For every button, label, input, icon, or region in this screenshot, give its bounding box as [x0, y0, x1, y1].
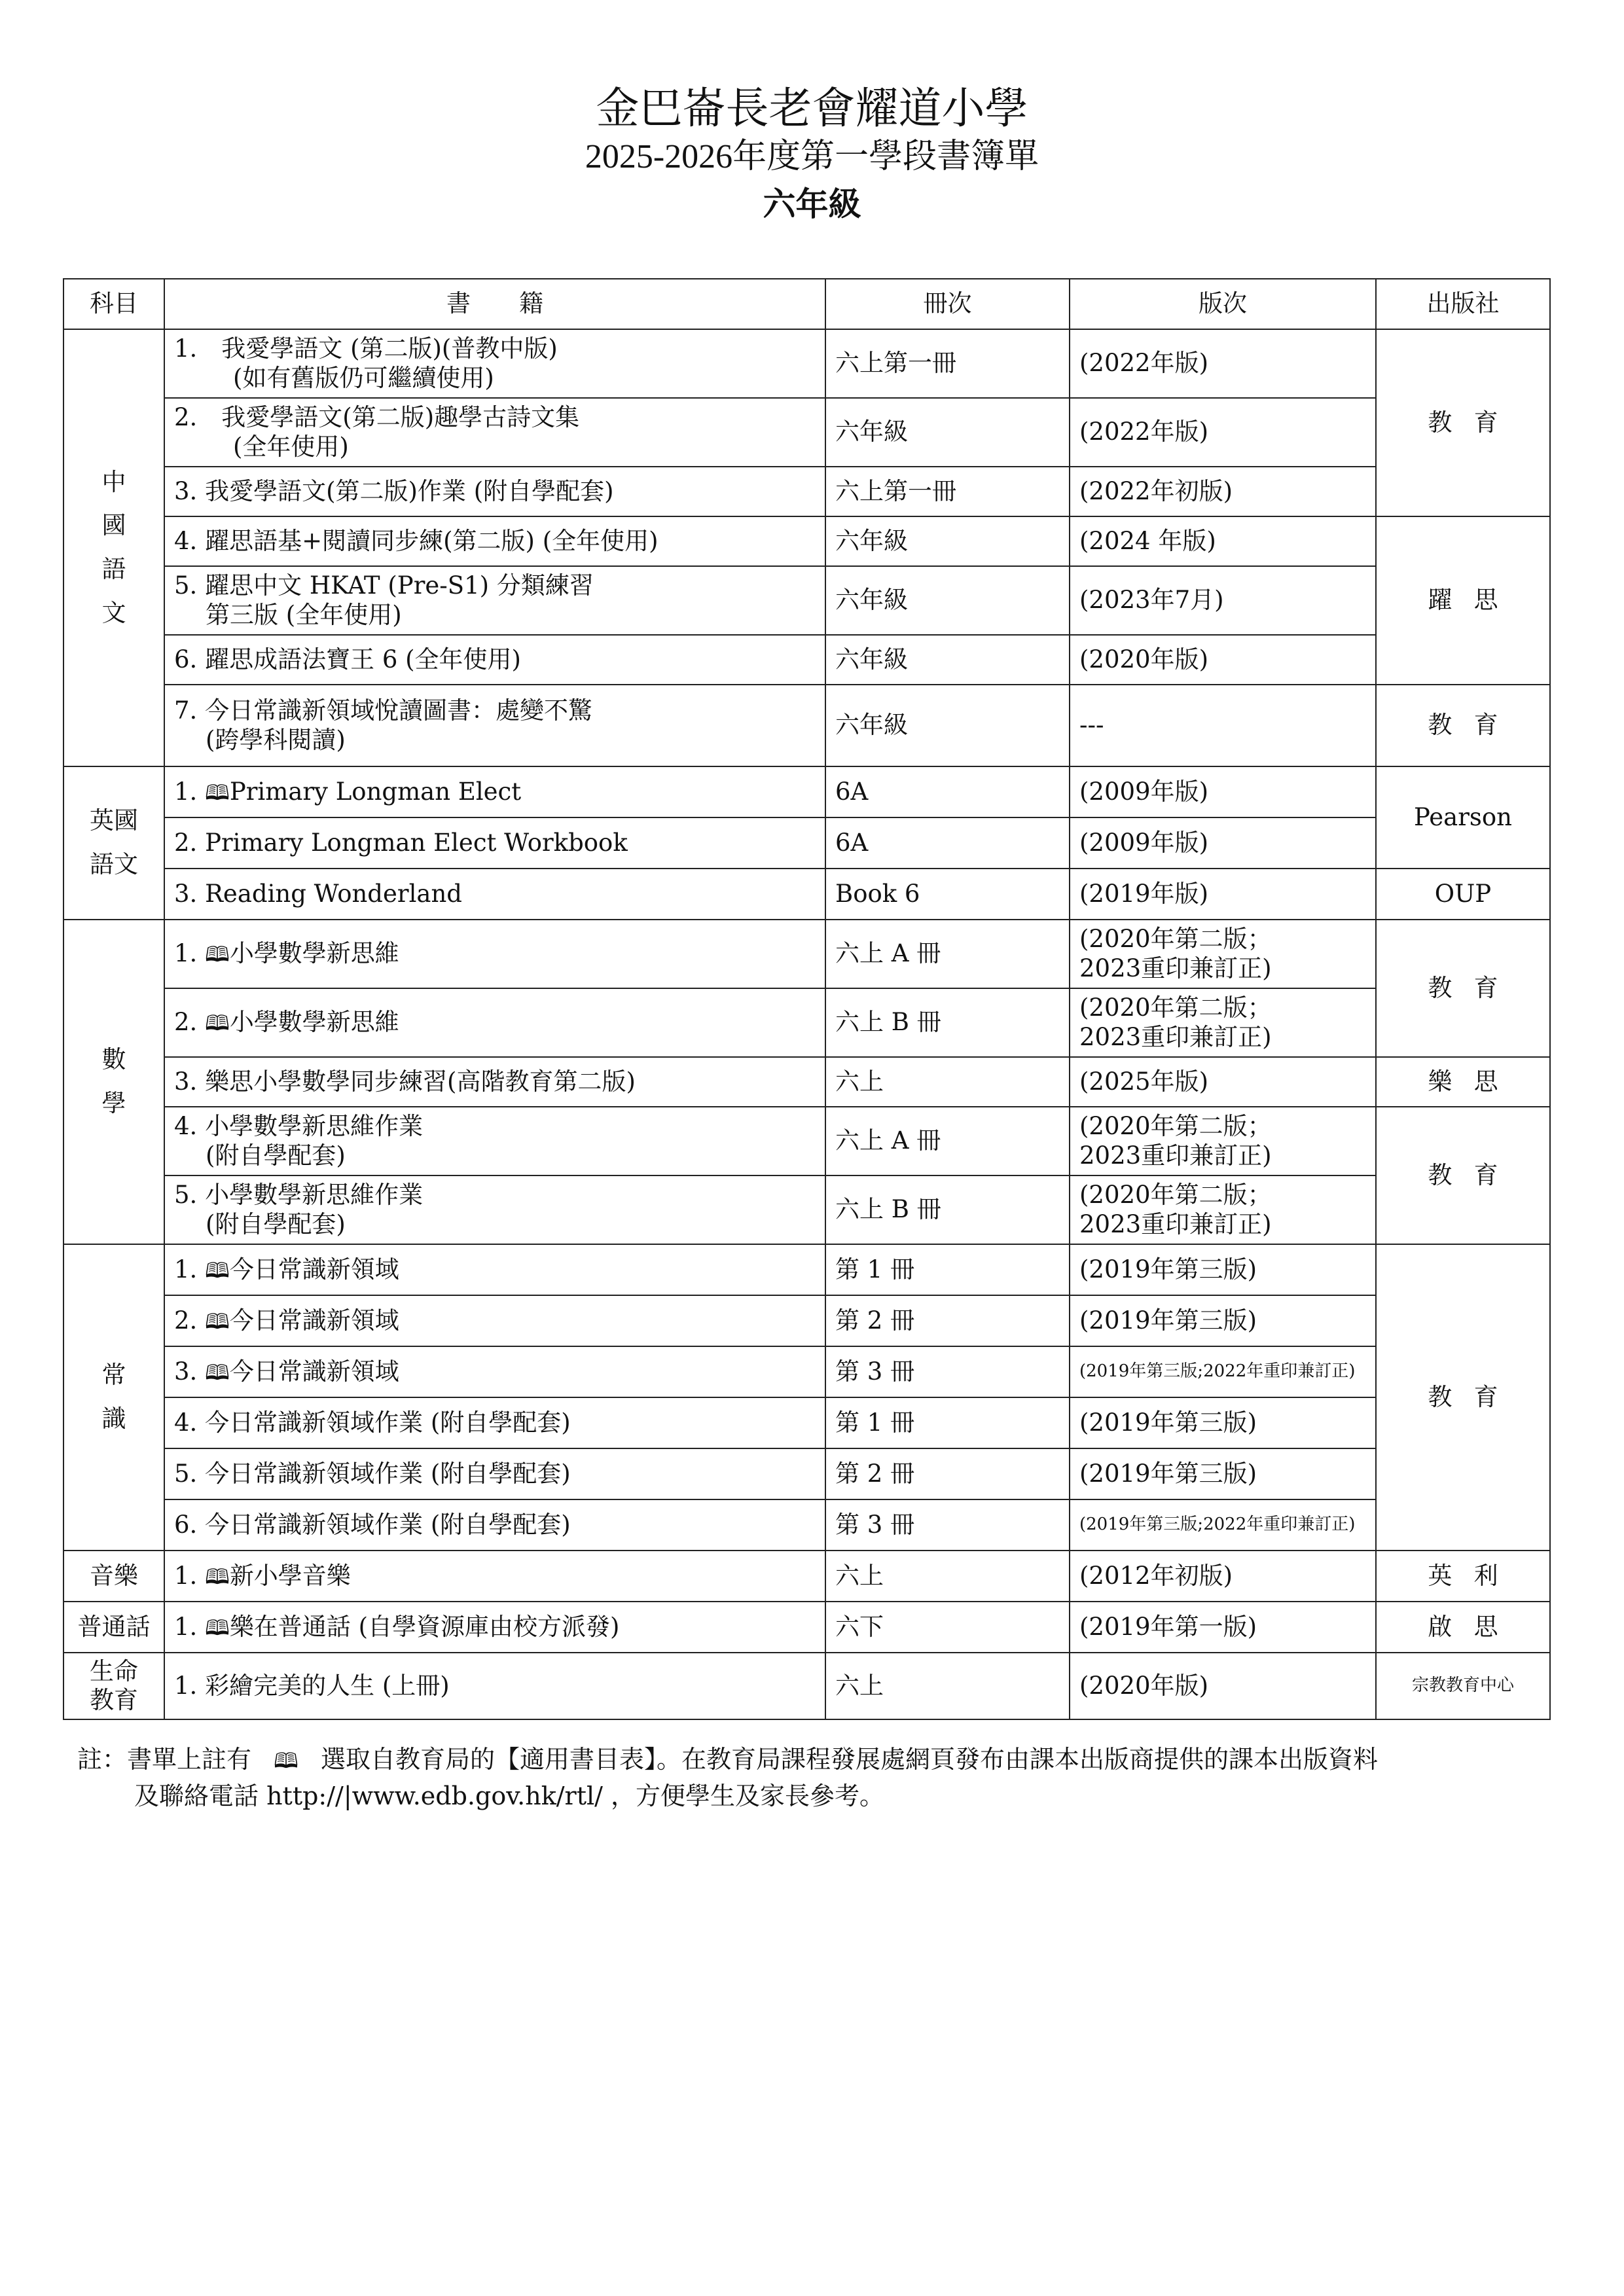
open-book-icon: 🕮	[205, 1564, 230, 1589]
subject-music: 音樂	[63, 1551, 164, 1602]
edition: (2020年第二版； 2023重印兼訂正)	[1070, 1107, 1376, 1175]
volume: 六年級	[825, 398, 1070, 467]
open-book-icon: 🕮	[205, 1308, 230, 1334]
table-row	[63, 869, 1550, 920]
volume: 六上	[825, 1653, 1070, 1719]
edition: (2022年版)	[1070, 398, 1376, 467]
publisher: 教育	[1376, 1107, 1550, 1244]
volume: 六年級	[825, 685, 1070, 766]
term-title: 2025-2026年度第一學段書簿單	[585, 138, 1039, 175]
book-title: 3. 樂思小學數學同步練習(高階教育第二版)	[164, 1057, 825, 1107]
book-title: 5. 躍思中文 HKAT (Pre-S1) 分類練習 第三版 (全年使用)	[164, 566, 825, 635]
edition: (2019年第三版;2022年重印兼訂正)	[1070, 1499, 1376, 1551]
edition: (2009年版)	[1070, 817, 1376, 869]
volume: 第 3 冊	[825, 1499, 1070, 1551]
table-row	[63, 1175, 1550, 1244]
book-title: 4. 小學數學新思維作業 (附自學配套)	[164, 1107, 825, 1175]
edition: (2022年版)	[1070, 329, 1376, 398]
volume: 第 1 冊	[825, 1244, 1070, 1295]
grade-title: 六年級	[763, 185, 861, 223]
book-title: 1. 🕮小學數學新思維	[164, 920, 825, 988]
publisher: 教育	[1376, 1244, 1550, 1551]
book-title: 7. 今日常識新領域悅讀圖書：處變不驚 (跨學科閱讀)	[164, 685, 825, 766]
volume: 六上第一冊	[825, 329, 1070, 398]
edition: ---	[1070, 685, 1376, 766]
volume: 六下	[825, 1602, 1070, 1653]
publisher: 英利	[1376, 1551, 1550, 1602]
table-row	[63, 1448, 1550, 1499]
book-title: 2. 🕮小學數學新思維	[164, 988, 825, 1057]
edition: (2020年版)	[1070, 1653, 1376, 1719]
footnote-line-1: 註：書單上註有 🕮 選取自教育局的【適用書目表】。在教育局課程發展處網頁發布由課本出版商提供的課本出版資料	[77, 1745, 1378, 1774]
table-row	[63, 988, 1550, 1057]
edition: (2019年第三版)	[1070, 1295, 1376, 1346]
volume: 六年級	[825, 566, 1070, 635]
edition: (2019年第三版)	[1070, 1244, 1376, 1295]
school-name: 金巴崙長老會耀道小學	[596, 83, 1028, 134]
book-title: 1. 🕮新小學音樂	[164, 1551, 825, 1602]
open-book-icon: 🕮	[274, 1748, 298, 1773]
publisher: 教育	[1376, 685, 1550, 766]
table-row	[63, 1551, 1550, 1602]
col-edition: 版次	[1070, 279, 1376, 329]
volume: 六上 B 冊	[825, 988, 1070, 1057]
subject-math: 數學	[63, 920, 164, 1244]
book-title: 4. 今日常識新領域作業 (附自學配套)	[164, 1397, 825, 1448]
book-title: 1. 彩繪完美的人生 (上冊)	[164, 1653, 825, 1719]
book-title: 1. 🕮Primary Longman Elect	[164, 766, 825, 817]
edition: (2012年初版)	[1070, 1551, 1376, 1602]
edition: (2020年版)	[1070, 635, 1376, 685]
edition: (2020年第二版； 2023重印兼訂正)	[1070, 920, 1376, 988]
col-book: 書 籍	[164, 279, 825, 329]
subject-chinese: 中國語文	[63, 329, 164, 766]
volume: 第 1 冊	[825, 1397, 1070, 1448]
volume: 第 2 冊	[825, 1448, 1070, 1499]
table-row	[63, 635, 1550, 685]
col-subject: 科目	[63, 279, 164, 329]
table-row	[63, 1346, 1550, 1397]
edition: (2019年第三版)	[1070, 1448, 1376, 1499]
edition: (2019年第一版)	[1070, 1602, 1376, 1653]
book-title: 3. Reading Wonderland	[164, 869, 825, 920]
table-row	[63, 1295, 1550, 1346]
book-title: 6. 今日常識新領域作業 (附自學配套)	[164, 1499, 825, 1551]
publisher: 躍思	[1376, 516, 1550, 685]
book-title: 4. 躍思語基+閱讀同步練(第二版) (全年使用)	[164, 516, 825, 566]
book-title: 3. 我愛學語文(第二版)作業 (附自學配套)	[164, 467, 825, 516]
edition: (2009年版)	[1070, 766, 1376, 817]
open-book-icon: 🕮	[205, 1615, 230, 1640]
subject-general-studies: 常識	[63, 1244, 164, 1551]
table-header-row	[63, 279, 1550, 329]
edition: (2020年第二版； 2023重印兼訂正)	[1070, 1175, 1376, 1244]
table-row	[63, 920, 1550, 988]
volume: Book 6	[825, 869, 1070, 920]
edition: (2019年第三版;2022年重印兼訂正)	[1070, 1346, 1376, 1397]
edition: (2022年初版)	[1070, 467, 1376, 516]
book-title: 1. 🕮樂在普通話 (自學資源庫由校方派發)	[164, 1602, 825, 1653]
edition: (2023年7月)	[1070, 566, 1376, 635]
open-book-icon: 🕮	[205, 1359, 230, 1385]
table-row	[63, 1499, 1550, 1551]
col-volume: 冊次	[825, 279, 1070, 329]
publisher: 宗教教育中心	[1376, 1653, 1550, 1719]
open-book-icon: 🕮	[205, 1011, 230, 1036]
footnote-line-2: 及聯絡電話 http://|www.edb.gov.hk/rtl/ ，方便學生及家長參考。	[134, 1782, 885, 1810]
publisher: OUP	[1376, 869, 1550, 920]
publisher: Pearson	[1376, 766, 1550, 869]
table-row	[63, 1602, 1550, 1653]
subject-english: 英國 語文	[63, 766, 164, 920]
book-title: 5. 今日常識新領域作業 (附自學配套)	[164, 1448, 825, 1499]
publisher: 啟思	[1376, 1602, 1550, 1653]
subject-life-education: 生命 教育	[63, 1653, 164, 1719]
edition: (2019年第三版)	[1070, 1397, 1376, 1448]
table-row	[63, 817, 1550, 869]
table-row	[63, 1653, 1550, 1719]
table-row	[63, 1244, 1550, 1295]
table-row	[63, 516, 1550, 566]
book-title: 2. 我愛學語文(第二版)趣學古詩文集 (全年使用)	[164, 398, 825, 467]
volume: 六上	[825, 1057, 1070, 1107]
publisher: 教育	[1376, 920, 1550, 1057]
volume: 第 2 冊	[825, 1295, 1070, 1346]
table-row	[63, 1057, 1550, 1107]
volume: 六上 A 冊	[825, 1107, 1070, 1175]
publisher: 樂思	[1376, 1057, 1550, 1107]
table-row	[63, 566, 1550, 635]
edition: (2020年第二版； 2023重印兼訂正)	[1070, 988, 1376, 1057]
volume: 6A	[825, 817, 1070, 869]
volume: 六年級	[825, 635, 1070, 685]
volume: 六上	[825, 1551, 1070, 1602]
volume: 六上 A 冊	[825, 920, 1070, 988]
book-title: 5. 小學數學新思維作業 (附自學配套)	[164, 1175, 825, 1244]
edition: (2025年版)	[1070, 1057, 1376, 1107]
edition: (2019年版)	[1070, 869, 1376, 920]
volume: 第 3 冊	[825, 1346, 1070, 1397]
table-row	[63, 1107, 1550, 1175]
book-title: 6. 躍思成語法寶王 6 (全年使用)	[164, 635, 825, 685]
book-title: 1. 我愛學語文 (第二版)(普教中版) (如有舊版仍可繼續使用)	[164, 329, 825, 398]
table-row	[63, 685, 1550, 766]
volume: 六上 B 冊	[825, 1175, 1070, 1244]
table-row	[63, 467, 1550, 516]
volume: 6A	[825, 766, 1070, 817]
book-list-table	[63, 278, 1551, 1720]
table-row	[63, 398, 1550, 467]
col-publisher: 出版社	[1376, 279, 1550, 329]
book-title: 2. Primary Longman Elect Workbook	[164, 817, 825, 869]
book-title: 1. 🕮今日常識新領域	[164, 1244, 825, 1295]
publisher: 教育	[1376, 329, 1550, 516]
volume: 六年級	[825, 516, 1070, 566]
volume: 六上第一冊	[825, 467, 1070, 516]
book-title: 2. 🕮今日常識新領域	[164, 1295, 825, 1346]
table-row	[63, 329, 1550, 398]
open-book-icon: 🕮	[205, 1257, 230, 1283]
edition: (2024 年版)	[1070, 516, 1376, 566]
open-book-icon: 🕮	[205, 942, 230, 967]
table-row	[63, 1397, 1550, 1448]
open-book-icon: 🕮	[205, 780, 230, 805]
subject-putonghua: 普通話	[63, 1602, 164, 1653]
table-row	[63, 766, 1550, 817]
book-title: 3. 🕮今日常識新領域	[164, 1346, 825, 1397]
